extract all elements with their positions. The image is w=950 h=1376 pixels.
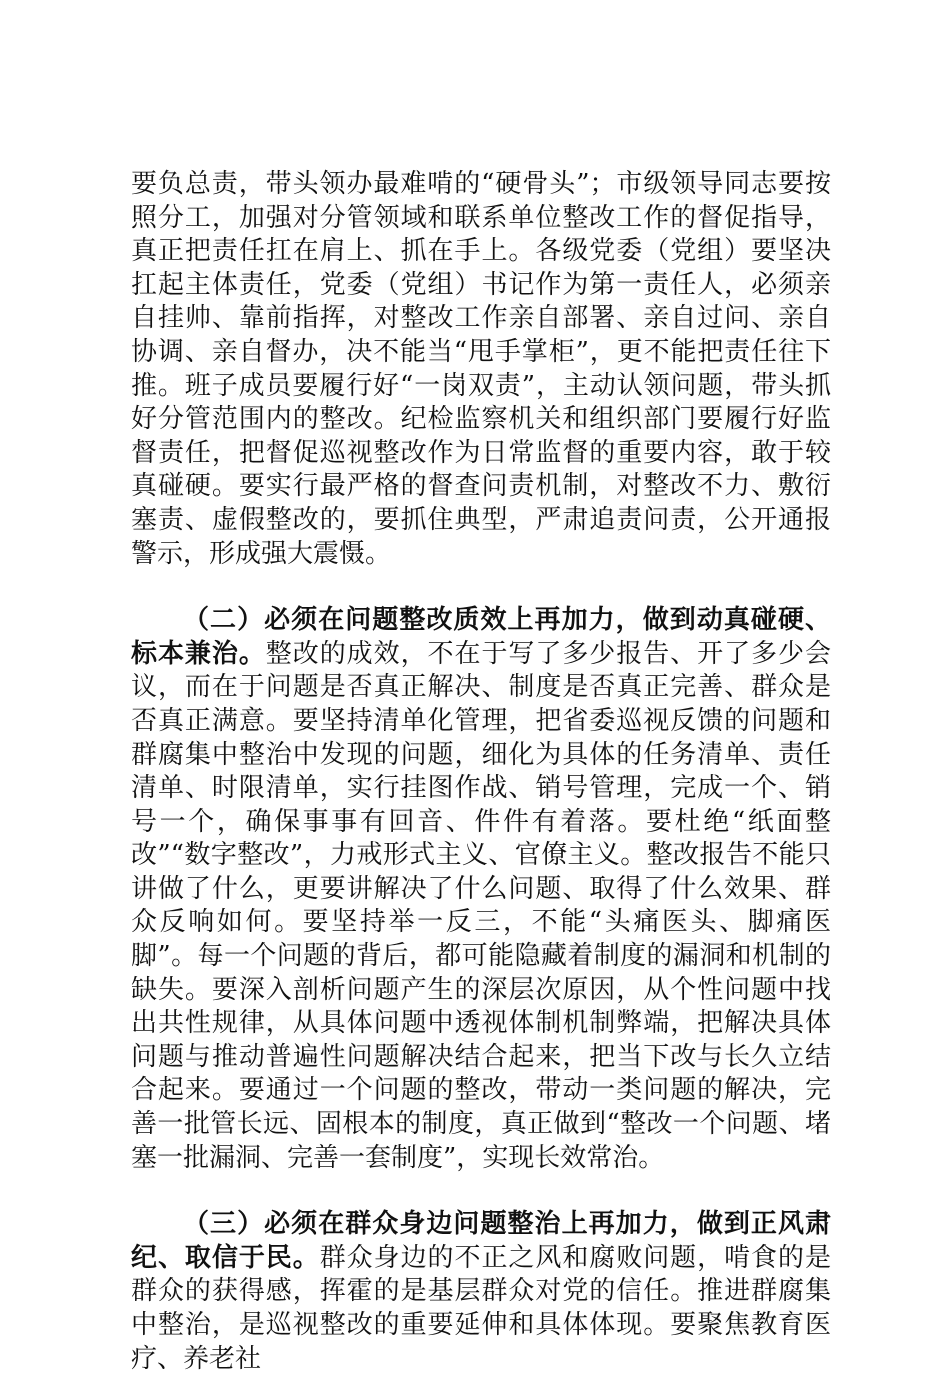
paragraph-gap (131, 1175, 831, 1208)
paragraph-continuation: 要负总责，带头领办最难啃的“硬骨头”；市级领导同志要按照分工，加强对分管领域和联系单位整改工作的督促指导，真正把责任扛在肩上、抓在手上。各级党委（党组）要坚决扛起主体责任，党委（党组）书记作为第一责任人，必须亲自挂帅、靠前指挥，对整改工作亲自部署、亲自过问、亲自协调、亲自督办，决不能当“甩手掌柜”，更不能把责任往下推。班子成员要履行好“一岗双责”，主动认领问题，带头抓好分管范围内的整改。纪检监察机关和组织部门要履行好监督责任，把督促巡视整改作为日常监督的重要内容，敢于较真碰硬。要实行最严格的督查问责机制，对整改不力、敷衍塞责、虚假整改的，要抓住典型，严肃追责问责，公开通报警示，形成强大震慑。 (131, 169, 831, 569)
section-3-body: 群众身边的不正之风和腐败问题，啃食的是群众的获得感，挥霍的是基层群众对党的信任。推进群腐集中整治，是巡视整改的重要延伸和具体体现。要聚焦教育医疗、养老社 (131, 1242, 831, 1374)
section-2-body: 整改的成效，不在于写了多少报告、开了多少会议，而在于问题是否真正解决、制度是否真正完善、群众是否真正满意。要坚持清单化管理，把省委巡视反馈的问题和群腐集中整治中发现的问题，细化为具体的任务清单、责任清单、时限清单，实行挂图作战、销号管理，完成一个、销号一个，确保事事有回音、件件有着落。要杜绝“纸面整改”“数字整改”，力戒形式主义、官僚主义。整改报告不能只讲做了什么，更要讲解决了什么问题、取得了什么效果、群众反响如何。要坚持举一反三，不能“头痛医头、脚痛医脚”。每一个问题的背后，都可能隐藏着制度的漏洞和机制的缺失。要深入剖析问题产生的深层次原因，从个性问题中找出共性规律，从具体问题中透视体制机制弊端，把解决具体问题与推动普遍性问题解决结合起来，把当下改与长久立结合起来。要通过一个问题的整改，带动一类问题的解决，完善一批管长远、固根本的制度，真正做到“整改一个问题、堵塞一批漏洞、完善一套制度”，实现长效常治。 (131, 638, 831, 1173)
section-3-paragraph (131, 1208, 831, 1376)
section-3-heading: （三）必须在群众身边问题整治上再加力，做到正风肃纪、取信于民。 (131, 1209, 831, 1273)
paragraph-gap (131, 571, 831, 604)
section-2-heading: （二）必须在问题整改质效上再加力，做到动真碰硬、标本兼治。 (131, 605, 831, 669)
section-2-paragraph (131, 604, 831, 1175)
document-body (131, 168, 831, 1376)
